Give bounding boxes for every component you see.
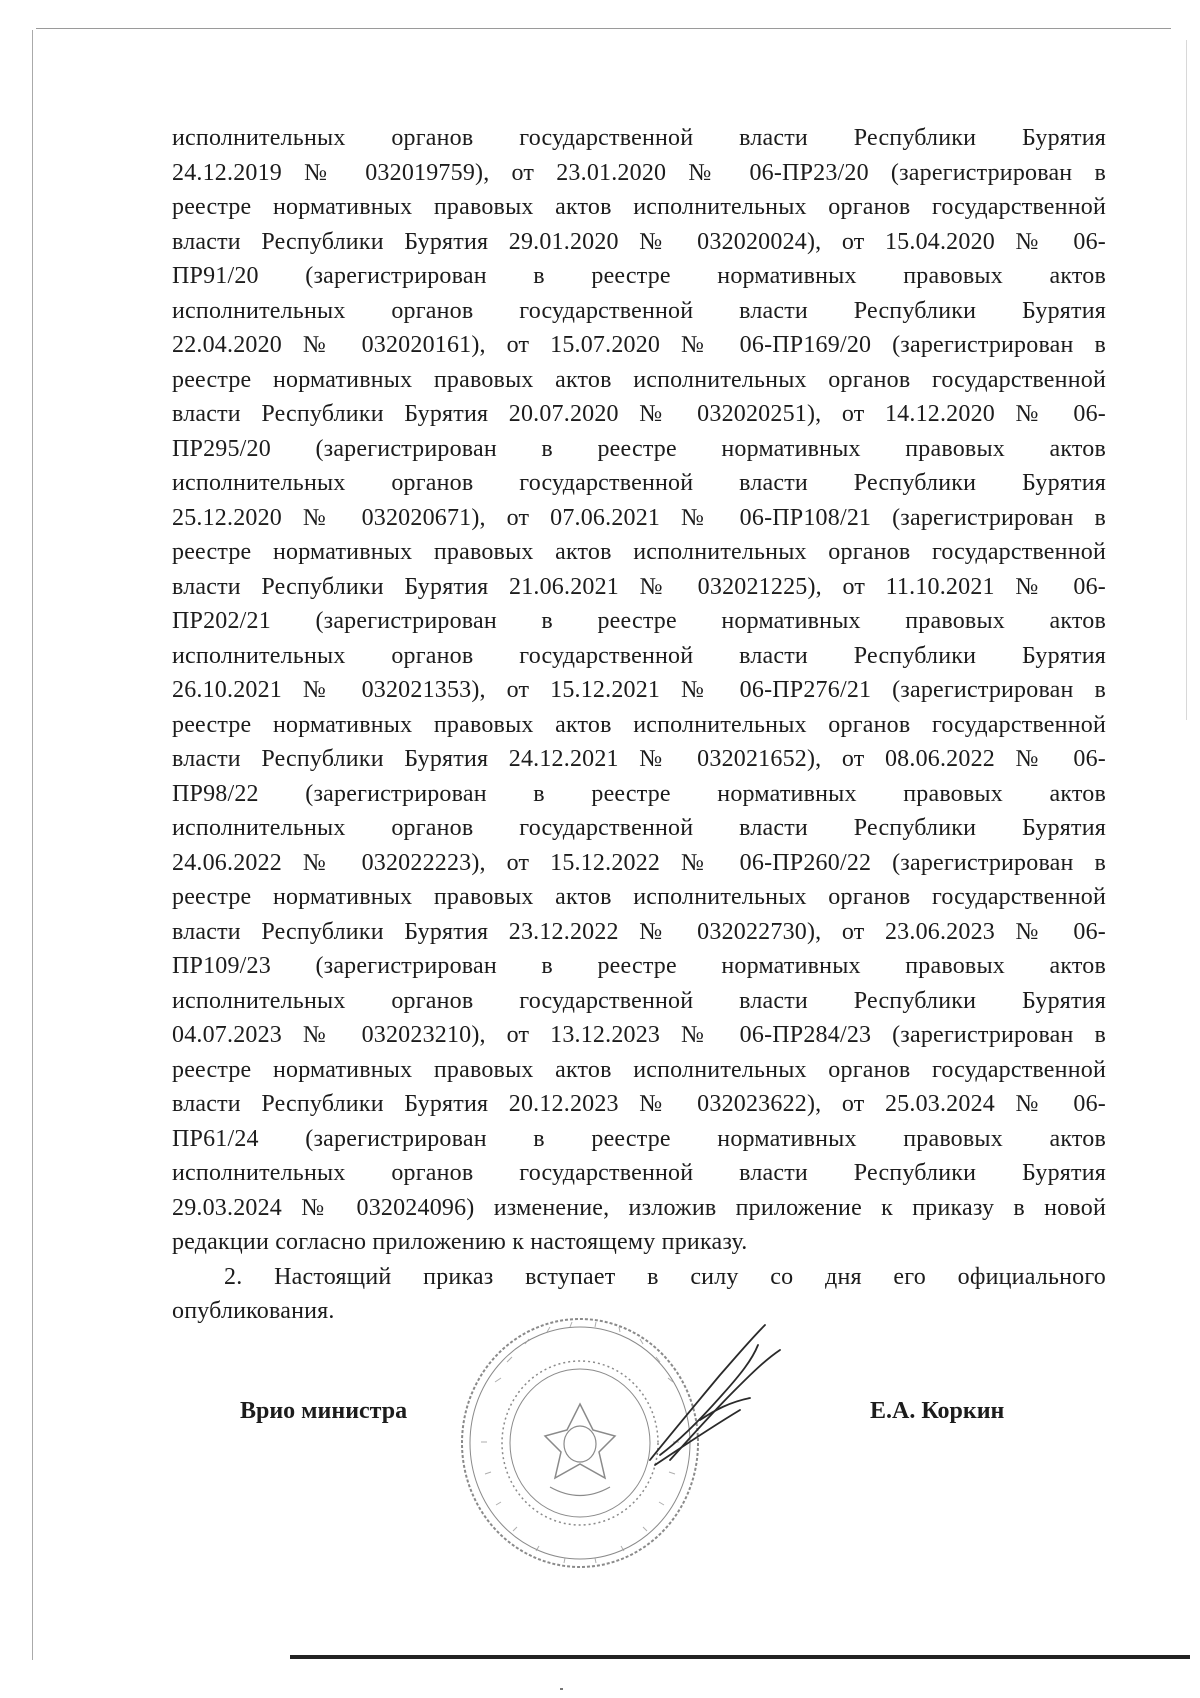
body-line: власти Республики Бурятия 20.07.2020 № 032020251), от 14.12.2020 № 06- — [172, 401, 1106, 427]
clause-2-line: 2. Настоящий приказ вступает в силу со дня его официального — [224, 1263, 1106, 1290]
body-line: реестре нормативных правовых актов исполнительных органов государственной — [172, 366, 1106, 393]
handwritten-signature-icon — [640, 1320, 790, 1470]
body-line: редакции согласно приложению к настоящему приказу. — [172, 1229, 748, 1255]
body-line: 29.03.2024 № 032024096) изменение, изложив приложение к приказу в новой — [172, 1194, 1106, 1221]
body-line: 24.06.2022 № 032022223), от 15.12.2022 № 06-ПР260/22 (зарегистрирован в — [172, 849, 1106, 876]
body-line: ПР61/24 (зарегистрирован в реестре нормативных правовых актов — [172, 1125, 1106, 1152]
clause-2-line: опубликования. — [172, 1298, 335, 1324]
body-line: ПР98/22 (зарегистрирован в реестре нормативных правовых актов — [172, 780, 1106, 807]
body-line: 26.10.2021 № 032021353), от 15.12.2021 № 06-ПР276/21 (зарегистрирован в — [172, 677, 1106, 703]
body-line: исполнительных органов государственной власти Республики Бурятия — [172, 125, 1106, 151]
body-line: власти Республики Бурятия 29.01.2020 № 032020024), от 15.04.2020 № 06- — [172, 228, 1106, 255]
signatory-name: Е.А. Коркин — [870, 1398, 1005, 1424]
body-line: реестре нормативных правовых актов исполнительных органов государственной — [172, 194, 1106, 220]
body-line: исполнительных органов государственной власти Республики Бурятия — [172, 297, 1106, 324]
body-line: ПР295/20 (зарегистрирован в реестре нормативных правовых актов — [172, 435, 1106, 462]
body-line: исполнительных органов государственной власти Республики Бурятия — [172, 470, 1106, 496]
body-line: реестре нормативных правовых актов исполнительных органов государственной — [172, 884, 1106, 910]
body-line: 22.04.2020 № 032020161), от 15.07.2020 № 06-ПР169/20 (зарегистрирован в — [172, 332, 1106, 358]
body-line: власти Республики Бурятия 20.12.2023 № 032023622), от 25.03.2024 № 06- — [172, 1091, 1106, 1117]
body-line: исполнительных органов государственной власти Республики Бурятия — [172, 642, 1106, 669]
body-line: исполнительных органов государственной власти Республики Бурятия — [172, 1160, 1106, 1186]
scan-edge-right — [1186, 40, 1187, 720]
body-line: ПР91/20 (зарегистрирован в реестре нормативных правовых актов — [172, 263, 1106, 289]
scan-edge-top — [36, 28, 1171, 29]
document-body — [172, 121, 1106, 1329]
scan-speck — [560, 1688, 563, 1690]
body-line: реестре нормативных правовых актов исполнительных органов государственной — [172, 539, 1106, 565]
body-line: ПР109/23 (зарегистрирован в реестре нормативных правовых актов — [172, 953, 1106, 979]
body-line: реестре нормативных правовых актов исполнительных органов государственной — [172, 1056, 1106, 1083]
body-line: власти Республики Бурятия 21.06.2021 № 032021225), от 11.10.2021 № 06- — [172, 573, 1106, 600]
scan-edge-bottom — [290, 1655, 1190, 1659]
body-line: реестре нормативных правовых актов исполнительных органов государственной — [172, 711, 1106, 738]
body-line: исполнительных органов государственной власти Республики Бурятия — [172, 815, 1106, 841]
body-line: власти Республики Бурятия 24.12.2021 № 032021652), от 08.06.2022 № 06- — [172, 746, 1106, 772]
body-line: 25.12.2020 № 032020671), от 07.06.2021 № 06-ПР108/21 (зарегистрирован в — [172, 504, 1106, 531]
body-line: 04.07.2023 № 032023210), от 13.12.2023 № 06-ПР284/23 (зарегистрирован в — [172, 1022, 1106, 1048]
body-line: 24.12.2019 № 032019759), от 23.01.2020 № 06-ПР23/20 (зарегистрирован в — [172, 159, 1106, 186]
body-line: исполнительных органов государственной власти Республики Бурятия — [172, 987, 1106, 1014]
signatory-position: Врио министра — [240, 1398, 408, 1424]
scan-edge-left — [32, 30, 33, 1660]
body-line: власти Республики Бурятия 23.12.2022 № 032022730), от 23.06.2023 № 06- — [172, 918, 1106, 945]
body-line: ПР202/21 (зарегистрирован в реестре нормативных правовых актов — [172, 608, 1106, 634]
